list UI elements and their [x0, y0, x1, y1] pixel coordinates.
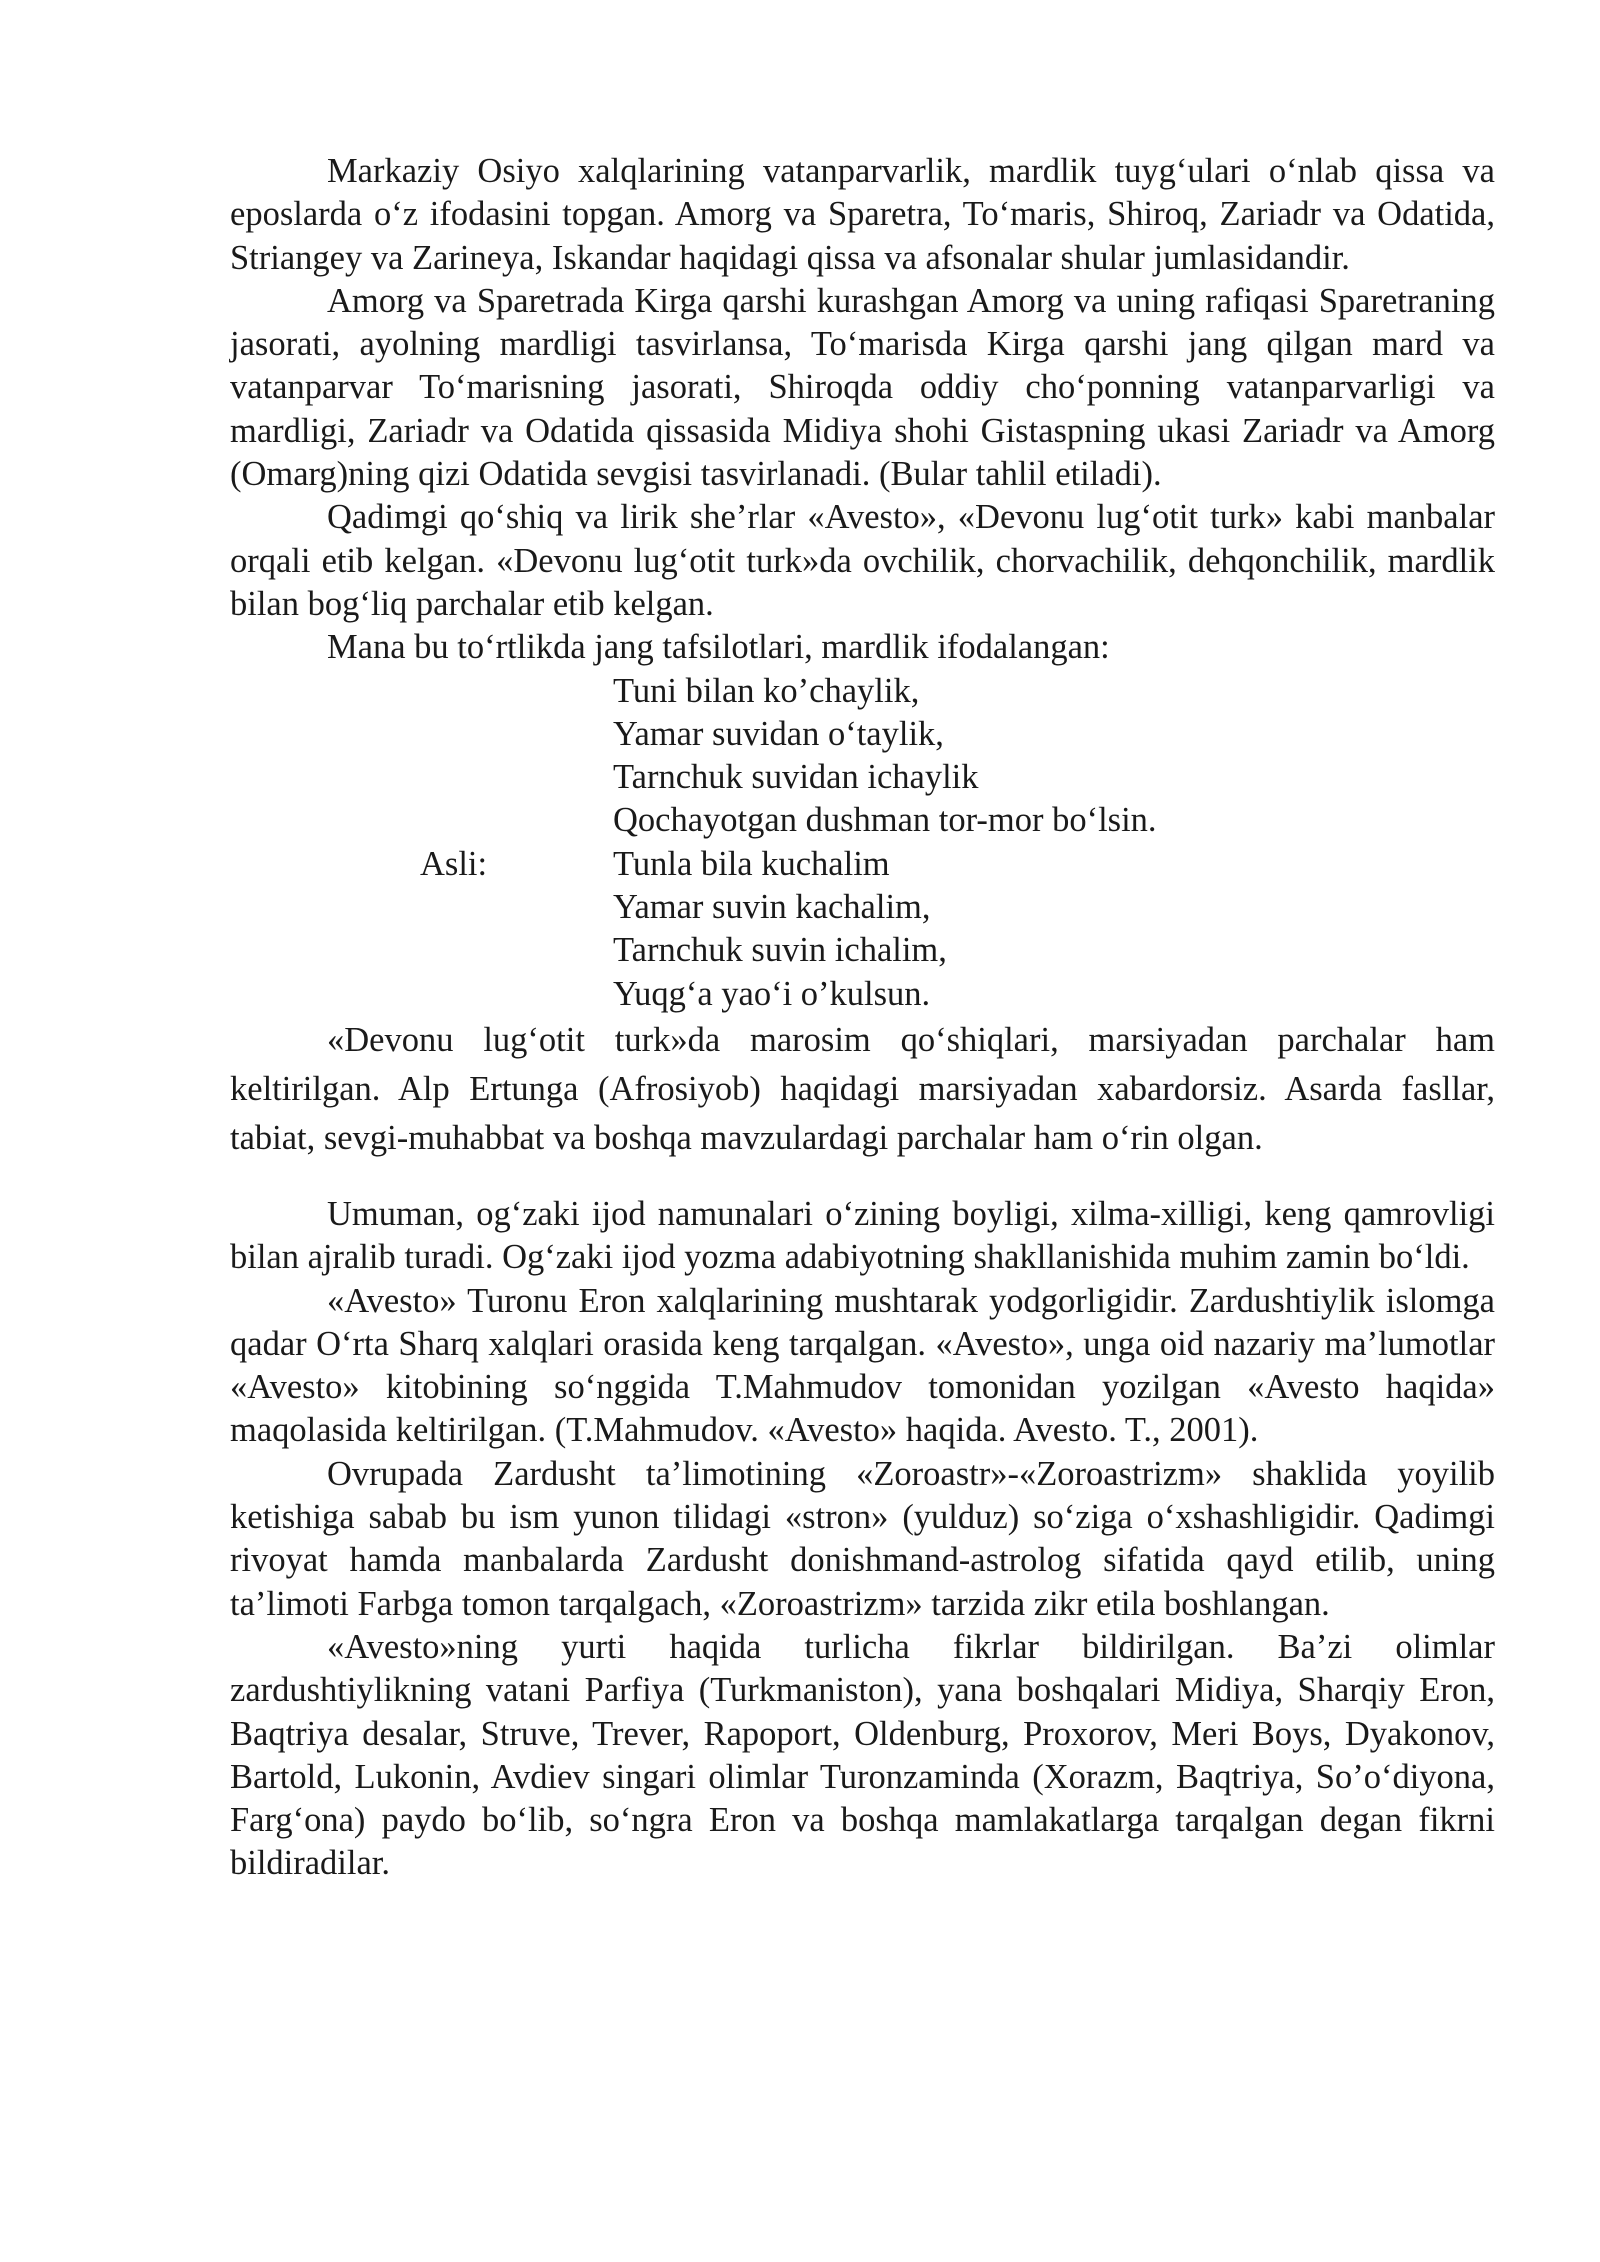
poem-intro: Mana bu to‘rtlikda jang tafsilotlari, mardlik ifodalangan: — [327, 628, 1110, 667]
paragraph: Markaziy Osiyo xalqlarining vatanparvarlik, mardlik tuyg‘ulari o‘nlab qissa va eposlarda o‘z ifodasini topgan. Amorg va Sparetra, To‘maris, Shiroq, Zariadr va Odatida, Striangey va Zarineya, Iskandar haqidagi qissa va afsonalar shular jumlasidandir. — [230, 152, 1495, 277]
poem-line: Yamar suvin kachalim, — [613, 888, 931, 927]
paragraph: Umuman, og‘zaki ijod namunalari o‘zining boyligi, xilma-xilligi, keng qamrovligi bilan ajralib turadi. Og‘zaki ijod yozma adabiyotning shakllanishida muhim zamin bo‘ldi. — [230, 1194, 1495, 1277]
poem-translation — [230, 670, 1495, 843]
paragraph: Qadimgi qo‘shiq va lirik she’rlar «Avesto», «Devonu lug‘otit turk» kabi manbalar orqali etib kelgan. «Devonu lug‘otit turk»da ovchilik, chorvachilik, dehqonchilik, mardlik bilan bog‘liq parchalar etib kelgan. — [230, 498, 1495, 623]
paragraph: Amorg va Sparetrada Kirga qarshi kurashgan Amorg va uning rafiqasi Sparetraning jasorati, ayolning mardligi tasvirlansa, To‘marisda Kirga qarshi jang qilgan mard va vatanparvar To‘marisning jasorati, Shiroqda oddiy cho‘ponning vatanparvarligi va mardligi, Zariadr va Odatida qissasida Midiya shohi Gistaspning ukasi Zariadr va Amorg (Omarg)ning qizi Odatida sevgisi tasvirlanadi. (Bular tahlil etiladi). — [230, 281, 1495, 494]
poem-line: Yamar suvidan o‘taylik, — [613, 714, 944, 753]
document-page — [230, 150, 1495, 1886]
paragraph: Ovrupada Zardusht ta’limotining «Zoroastr»-«Zoroastrizm» shaklida yoyilib ketishiga sabab bu ism yunon tilidagi «stron» (yulduz) so‘ziga o‘xshashligidir. Qadimgi rivoyat hamda manbalarda Zardusht donishmand-astrolog sifatida qayd etilib, uning ta’limoti Farbga tomon tarqalgach, «Zoroastrizm» tarzida zikr etila boshlangan. — [230, 1454, 1495, 1623]
poem-line: Tarnchuk suvidan ichaylik — [613, 758, 979, 797]
poem-line: Tuni bilan ko’chaylik, — [613, 671, 920, 710]
poem-line: Qochayotgan dushman tor-mor bo‘lsin. — [613, 801, 1157, 840]
poem-line: Tunla bila kuchalim — [613, 844, 890, 883]
paragraph: «Devonu lug‘otit turk»da marosim qo‘shiqlari, marsiyadan parchalar ham keltirilgan. Alp Ertunga (Afrosiyob) haqidagi marsiyadan xabardorsiz. Asarda fasllar, tabiat, sevgi-muhabbat va boshqa mavzulardagi parchalar ham o‘rin olgan. — [230, 1020, 1495, 1157]
paragraph: «Avesto» Turonu Eron xalqlarining mushtarak yodgorligidir. Zardushtiylik islomga qadar O‘rta Sharq xalqlari orasida keng tarqalgan. «Avesto», unga oid nazariy ma’lumotlar «Avesto» kitobining so‘nggida T.Mahmudov tomonidan yozilgan «Avesto haqida» maqolasida keltirilgan. (T.Mahmudov. «Avesto» haqida. Avesto. T., 2001). — [230, 1281, 1495, 1450]
poem-line: Yuqg‘a yao‘i o’kulsun. — [613, 974, 931, 1013]
poem-original — [230, 843, 1495, 1016]
poem-line: Tarnchuk suvin ichalim, — [613, 931, 947, 970]
poem-original-label: Asli: — [420, 844, 488, 883]
paragraph: «Avesto»ning yurti haqida turlicha fikrlar bildirilgan. Ba’zi olimlar zardushtiylikning vatani Parfiya (Turkmaniston), yana boshqalari Midiya, Sharqiy Eron, Baqtriya desalar, Struve, Trever, Rapoport, Oldenburg, Proxorov, Meri Boys, Dyakonov, Bartold, Lukonin, Avdiev singari olimlar Turonzaminda (Xorazm, Baqtriya, So’o‘diyona, Farg‘ona) paydo bo‘lib, so‘ngra Eron va boshqa mamlakatlarga tarqalgan degan fikrni bildiradilar. — [230, 1627, 1495, 1883]
